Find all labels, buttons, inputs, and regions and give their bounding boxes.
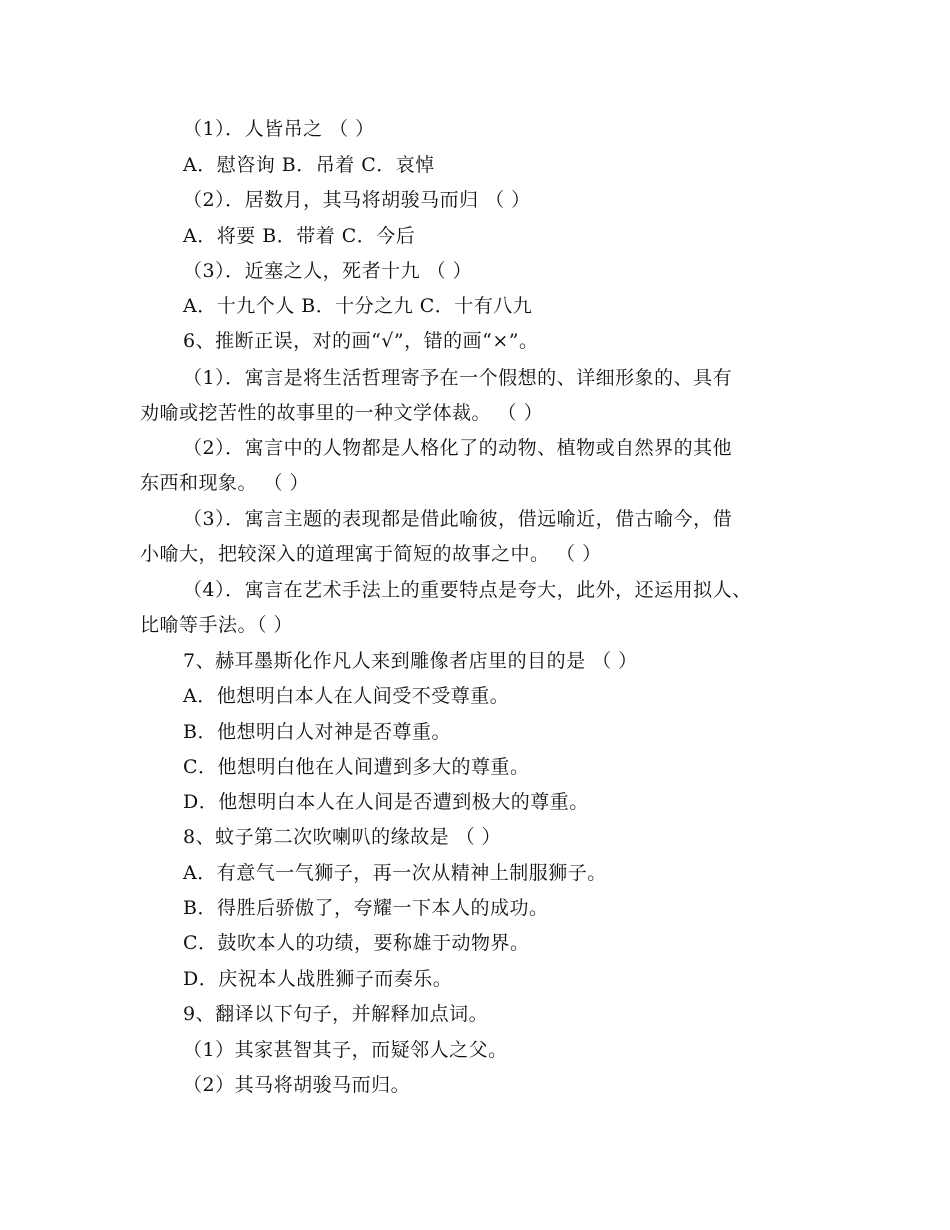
question-6-item-3-line-1: （3）．寓言主题的表现都是借此喻彼，借远喻近，借古喻今，借 — [183, 508, 733, 530]
question-7-option-a: A．他想明白本人在人间受不受尊重。 — [183, 685, 510, 707]
question-9-item-1: （1）其家甚智其子，而疑邻人之父。 — [183, 1039, 508, 1061]
question-7-option-d: D．他想明白本人在人间是否遭到极大的尊重。 — [183, 791, 589, 813]
question-6-item-2-line-1: （2）．寓言中的人物都是人格化了的动物、植物或自然界的其他 — [183, 437, 733, 459]
question-6-item-3-line-2: 小喻大，把较深入的道理寓于简短的故事之中。 （ ） — [140, 543, 602, 565]
question-7-option-c: C．他想明白他在人间遭到多大的尊重。 — [183, 756, 530, 778]
question-8-option-b: B．得胜后骄傲了，夸耀一下本人的成功。 — [183, 897, 549, 919]
question-9: 9、翻译以下句子，并解释加点词。 — [183, 1003, 489, 1025]
question-6-item-2-line-2: 东西和现象。 （ ） — [140, 472, 310, 494]
question-8-option-d: D．庆祝本人战胜狮子而奏乐。 — [183, 968, 453, 990]
question-8-option-a: A．有意气一气狮子，再一次从精神上制服狮子。 — [183, 862, 607, 884]
question-5-item-2: （2）．居数月，其马将胡骏马而归 （ ） — [183, 189, 531, 211]
question-5-item-1: （1）．人皆吊之 （ ） — [183, 118, 375, 140]
question-5-item-2-options: A．将要 B．带着 C．今后 — [183, 225, 416, 247]
question-7: 7、赫耳墨斯化作凡人来到雕像者店里的目的是 （ ） — [183, 650, 638, 672]
question-7-option-b: B．他想明白人对神是否尊重。 — [183, 721, 451, 743]
question-9-item-2: （2）其马将胡骏马而归。 — [183, 1074, 411, 1096]
question-5-item-3-options: A．十九个人 B．十分之九 C．十有八九 — [183, 295, 533, 317]
question-6-heading: 6、推断正误，对的画“√”，错的画“×”。 — [183, 330, 539, 352]
question-5-item-1-options: A．慰咨询 B．吊着 C．哀悼 — [183, 154, 435, 176]
question-8-option-c: C．鼓吹本人的功绩，要称雄于动物界。 — [183, 932, 530, 954]
question-6-item-4-line-2: 比喻等手法。（ ） — [140, 614, 294, 636]
question-6-item-4-line-1: （4）．寓言在艺术手法上的重要特点是夸大，此外，还运用拟人、 — [183, 579, 752, 601]
question-6-item-1-line-2: 劝喻或挖苦性的故事里的一种文学体裁。 （ ） — [140, 402, 544, 424]
question-6-item-1-line-1: （1）．寓言是将生活哲理寄予在一个假想的、详细形象的、具有 — [183, 367, 733, 389]
question-5-item-3: （3）．近塞之人，死者十九 （ ） — [183, 260, 473, 282]
question-8: 8、蚊子第二次吹喇叭的缘故是 （ ） — [183, 826, 502, 848]
